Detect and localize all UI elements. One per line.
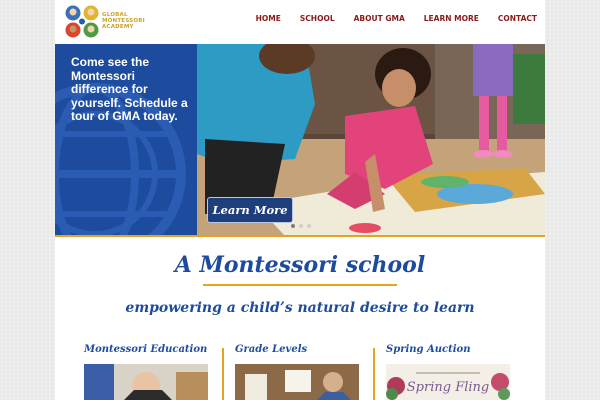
column-title[interactable]: Montessori Education	[84, 344, 208, 355]
page-container	[55, 0, 545, 400]
slider-dot[interactable]	[307, 224, 311, 228]
nav-learn-more[interactable]: LEARN MORE	[423, 14, 479, 23]
child-photo-icon	[84, 364, 208, 400]
slider-dots	[291, 224, 311, 228]
column-title[interactable]: Grade Levels	[235, 344, 308, 355]
hero-text-panel	[55, 44, 197, 236]
nav-contact[interactable]: CONTACT	[497, 14, 537, 23]
hero-divider	[55, 235, 545, 237]
flower-banner-icon	[386, 364, 510, 400]
column-spring-auction	[386, 344, 510, 355]
spring-auction-image[interactable]	[386, 364, 510, 400]
montessori-education-image[interactable]	[84, 364, 208, 400]
column-montessori-education	[84, 344, 208, 355]
spring-fling-text: Spring Fling	[406, 380, 490, 395]
logo-text: GLOBAL MONTESSORI ACADEMY	[102, 12, 145, 30]
learn-more-button[interactable]: Learn More	[207, 197, 293, 223]
site-header	[55, 0, 545, 44]
main-nav	[237, 14, 537, 23]
intro-subtitle: empowering a child’s natural desire to learn	[125, 300, 475, 316]
grade-levels-image[interactable]	[235, 364, 359, 400]
slider-dot[interactable]	[299, 224, 303, 228]
nav-school[interactable]: SCHOOL	[299, 14, 335, 23]
site-logo[interactable]	[64, 4, 148, 40]
hero-slider	[55, 44, 545, 236]
column-title[interactable]: Spring Auction	[386, 344, 471, 355]
nav-about-gma[interactable]: ABOUT GMA	[353, 14, 405, 23]
column-divider	[373, 348, 375, 400]
column-divider	[222, 348, 224, 400]
intro-title: A Montessori school	[174, 252, 426, 278]
column-grade-levels	[235, 344, 359, 355]
nav-home[interactable]: HOME	[255, 14, 281, 23]
intro-divider	[203, 284, 397, 286]
hero-headline: Come see the Montessori difference for yourself. Schedule a tour of GMA today.	[71, 55, 188, 123]
classroom-photo-icon	[235, 364, 359, 400]
logo-children-icon	[64, 4, 102, 40]
slider-dot[interactable]	[291, 224, 295, 228]
